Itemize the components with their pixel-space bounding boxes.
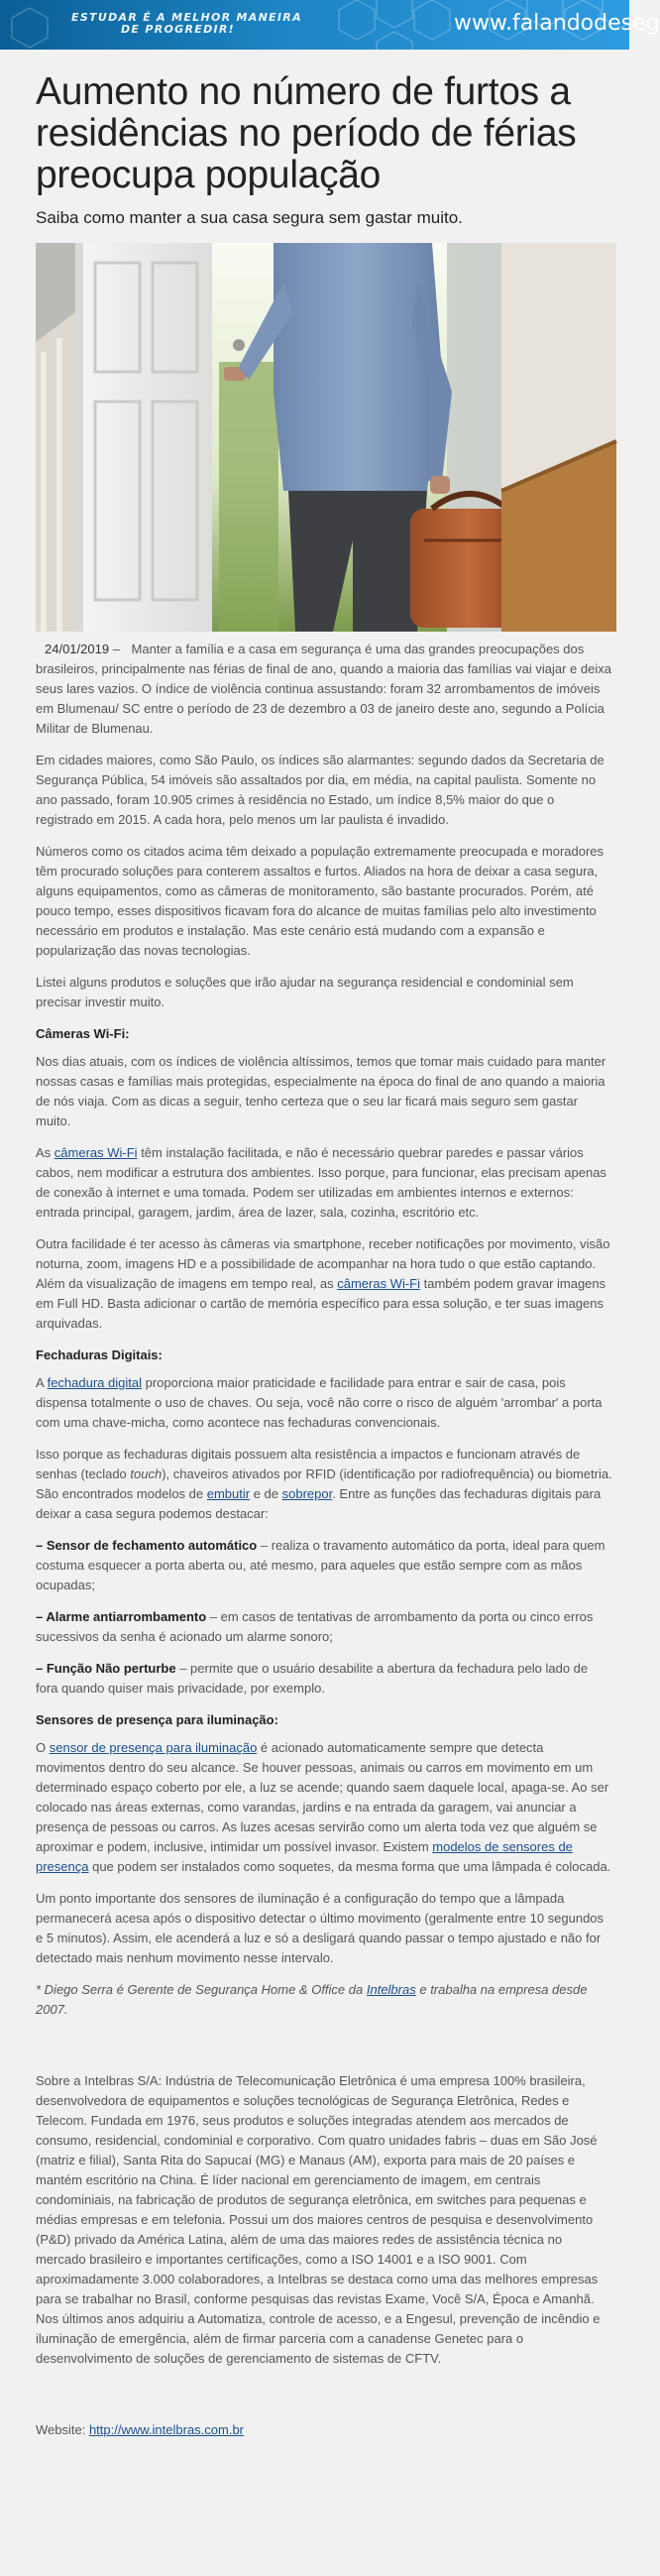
feature-text: – em casos de tentativas de arrombamento da porta ou cinco erros sucessivos da senha é acionado um alarme sonoro;	[36, 1609, 594, 1644]
intelbras-website-link[interactable]: http://www.intelbras.com.br	[88, 2422, 245, 2437]
site-url-link[interactable]: www.falandodeseg	[454, 11, 660, 36]
feature-title: – Função Não perturbe	[36, 1661, 176, 1676]
paragraph-product-list-intro: Listei alguns produtos e soluções que irão ajudar na segurança residencial e condominial sem precisar investir muito.	[36, 975, 574, 1009]
text-fragment: ), chaveiros ativados por RFID (identificação por radiofrequência) ou biometria. São encontrados modelos de	[36, 1466, 612, 1501]
paragraph-cameras-intro: Nos dias atuais, com os índices de violência altíssimos, temos que tomar mais cuidado para manter nossas casas e famílias mais protegidas, especialmente na época do final de ano quando a maioria de nós viaja. Com as dicas a seguir, tenho certeza que o seu lar ficará mais seguro sem gastar muito.	[36, 1054, 606, 1128]
feature-title: – Sensor de fechamento automático	[36, 1538, 258, 1553]
bottom-spacer	[36, 2440, 612, 2464]
feature-do-not-disturb	[36, 1659, 612, 1698]
text-fragment: As	[36, 1145, 55, 1160]
embutir-link[interactable]: embutir	[206, 1486, 251, 1501]
cameras-wifi-link[interactable]: câmeras Wi-Fi	[54, 1145, 138, 1160]
sensor-presenca-link[interactable]: sensor de presença para iluminação	[49, 1740, 258, 1755]
cameras-wifi-link-2[interactable]: câmeras Wi-Fi	[337, 1276, 420, 1291]
feature-title: – Alarme antiarrombamento	[36, 1609, 207, 1624]
website-line	[36, 2420, 612, 2440]
text-fragment: O	[36, 1740, 50, 1755]
fechadura-digital-link[interactable]: fechadura digital	[47, 1375, 142, 1390]
slogan-line-2: DE PROGREDIR!	[121, 23, 235, 36]
text-fragment: têm instalação facilitada, e não é necessário quebrar paredes e passar vários cabos, nem modificar a estrutura dos ambientes. Isso porque, para funcionar, elas precisam apenas de conexão à internet e uma tomada. Podem ser utilizadas em ambientes internos e externos: entrada principal, garagem, jardim, área de lazer, sala, cozinha, escritório etc.	[36, 1145, 606, 1220]
intelbras-link[interactable]: Intelbras	[366, 1982, 416, 1997]
touch-term: touch	[130, 1466, 163, 1481]
article-title: Aumento no número de furtos a residências no período de férias preocupa população	[36, 70, 577, 196]
text-fragment: também podem gravar imagens em Full HD. Basta adicionar o cartão de memória específico para essa solução, e ter suas imagens arquivadas.	[36, 1276, 606, 1331]
text-fragment: é acionado automaticamente sempre que detecta movimentos dentro do seu alcance. Se houver pessoas, animais ou carros em movimento em um determinado espaço coberto por ele, a luz se acende; quando saem daquele local, apaga-se. Ao ser colocado nas áreas externas, como varandas, jardins e na entrada da garagem, vai anunciar a presença de pessoas ou carros. As luzes acesas servirão como um alerta toda vez que alguém se aproximar e podem, inclusive, intimidar um possível invasor. Existem	[36, 1740, 609, 1854]
text-fragment: proporciona maior praticidade e facilidade para entrar e sair de casa, pois dispensa totalmente o uso de chaves. Ou seja, você não corre o risco de alguém 'arrombar' a porta com uma chave-micha, como acontece nas fechaduras convencionais.	[36, 1375, 603, 1430]
article-intro-paragraph	[36, 640, 612, 739]
paragraph-sensor-timing: Um ponto importante dos sensores de iluminação é a configuração do tempo que a lâmpada permanecerá acesa após o dispositivo detectar o último movimento (geralmente entre 10 segundos e 5 minutos). Assim, ele acenderá a luz e só a desligará quando passar o tempo ajustado e não for detectado mais nenhum movimento nesse intervalo.	[36, 1891, 605, 1965]
text-fragment: e de	[250, 1486, 282, 1501]
site-banner	[0, 0, 660, 50]
text-fragment: Isso porque as fechaduras digitais possuem alta resistência a impactos e funcionam através de senhas (teclado	[36, 1447, 581, 1481]
paragraph-cameras-installation	[36, 1143, 612, 1223]
article-container	[16, 50, 629, 2464]
text-fragment: . Entre as funções das fechaduras digitais para deixar a casa segura podemos destacar:	[36, 1486, 602, 1521]
sobrepor-link[interactable]: sobrepor	[281, 1486, 333, 1501]
hero-photo-man-leaving-home-with-suitcase	[36, 243, 616, 632]
banner-slogan	[71, 12, 329, 36]
article-subtitle: Saiba como manter a sua casa segura sem gastar muito.	[36, 208, 463, 227]
heading-sensores-presenca: Sensores de presença para iluminação:	[36, 1712, 278, 1727]
paragraph-sao-paulo: Em cidades maiores, como São Paulo, os índices são alarmantes: segundo dados da Secretaria de Segurança Pública, 54 imóveis são assaltados por dia, em média, na capital paulista. Somente no ano passado, foram 10.905 crimes à residência no Estado, um índice 8,5% maior do que o registrado em 2015. A cada hora, pelo menos um lar paulista é invadido.	[36, 753, 605, 827]
paragraph-fechadura-intro	[36, 1373, 612, 1433]
article-date: 24/01/2019	[45, 642, 110, 656]
heading-cameras-wifi: Câmeras Wi-Fi:	[36, 1026, 130, 1041]
feature-alarm	[36, 1607, 612, 1647]
text-fragment: A	[36, 1375, 48, 1390]
website-label: Website:	[36, 2422, 89, 2437]
paragraph-sensor-intro	[36, 1738, 612, 1877]
date-dash: –	[109, 642, 120, 656]
paragraph-population-concern: Números como os citados acima têm deixado a população extremamente preocupada e moradores têm procurado soluções para conterem assaltos e furtos. Aliados na hora de deixar a casa segura, alguns equipamentos, como as câmeras de monitoramento, são bastante procurados. Porém, até pouco tempo, esses dispositivos ficavam fora do alcance de muitas famílias pelo alto investimento necessário em produtos e instalação. Mas este cenário está mudando com a expansão e popularização das novas tecnologias.	[36, 844, 605, 958]
paragraph-fechadura-resistance	[36, 1445, 612, 1524]
text-fragment: * Diego Serra é Gerente de Segurança Home & Office da	[36, 1982, 367, 1997]
about-intelbras: Sobre a Intelbras S/A: Indústria de Telecomunicação Eletrônica é uma empresa 100% brasileira, desenvolvedora de equipamentos e soluções tecnológicas de Segurança Eletrônica, Redes e Telecom. Fundada em 1976, seus produtos e soluções integradas atendem aos mercados de consumo, residencial, condominial e corporativo. Com quatro unidades fabris – duas em São José (matriz e filial), Santa Rita do Sapucaí (MG) e Manaus (AM), exporta para mais de 20 países e mantém escritório na China. É líder nacional em gerenciamento de imagem, em centrais condominiais, na fabricação de produtos de segurança eletrônica, em switches para pequenas e médias empresas e em telefonia. Possui um dos maiores centros de pesquisa e desenvolvimento (P&D) privado da América Latina, além de uma das maiores redes de assistência técnica no mercado brasileiro e importantes certificações, como a ISO 14001 e a ISO 9001. Com aproximadamente 3.000 colaboradores, a Intelbras se destaca como uma das melhores empresas para se trabalhar no Brasil, conforme pesquisas das revistas Exame, Você S/A, Época e Amanhã. Nos últimos anos adquiriu a Automatiza, controle de acesso, e a Engesul, prevenção de incêndio e iluminação de emergência, além de firmar parceria com a canadense Genetec para o desenvolvimento de soluções de gerenciamento de sistemas de CFTV.	[36, 2073, 601, 2366]
heading-fechaduras-digitais: Fechaduras Digitais:	[36, 1347, 163, 1362]
feature-text: – realiza o travamento automático da porta, ideal para quem costuma esquecer a porta aberta ou, até mesmo, para aqueles que estão sempre com as mãos ocupadas;	[36, 1538, 605, 1592]
slogan-line-1: ESTUDAR É A MELHOR MANEIRA	[71, 11, 302, 24]
paragraph-cameras-smartphone	[36, 1234, 612, 1334]
text-fragment: que podem ser instalados como soquetes, da mesma forma que uma lâmpada é colocada.	[88, 1859, 611, 1874]
text-fragment: e trabalha na empresa desde 2007.	[36, 1982, 588, 2017]
feature-auto-lock	[36, 1536, 612, 1595]
feature-text: – permite que o usuário desabilite a abertura da fechadura pelo lado de fora quando quiser mais privacidade, por exemplo.	[36, 1661, 589, 1696]
modelos-sensores-link[interactable]: modelos de sensores de presença	[36, 1839, 573, 1874]
intro-text: Manter a família e a casa em segurança é uma das grandes preocupações dos brasileiros, principalmente nas férias de final de ano, quando a maioria das famílias vai viajar e deixa seus lares vazios. O índice de violência continua assustando: foram 32 arrombamentos de imóveis em Blumenau/ SC entre o período de 23 de dezembro a 03 de janeiro deste ano, segundo a Polícia Militar de Blumenau.	[36, 642, 611, 736]
text-fragment: Outra facilidade é ter acesso às câmeras via smartphone, receber notificações por movimento, visão noturna, zoom, imagens HD e a possibilidade de acompanhar na hora tudo o que estão captando. Além da visualização de imagens em tempo real, as	[36, 1236, 610, 1291]
author-note	[36, 1980, 612, 2020]
